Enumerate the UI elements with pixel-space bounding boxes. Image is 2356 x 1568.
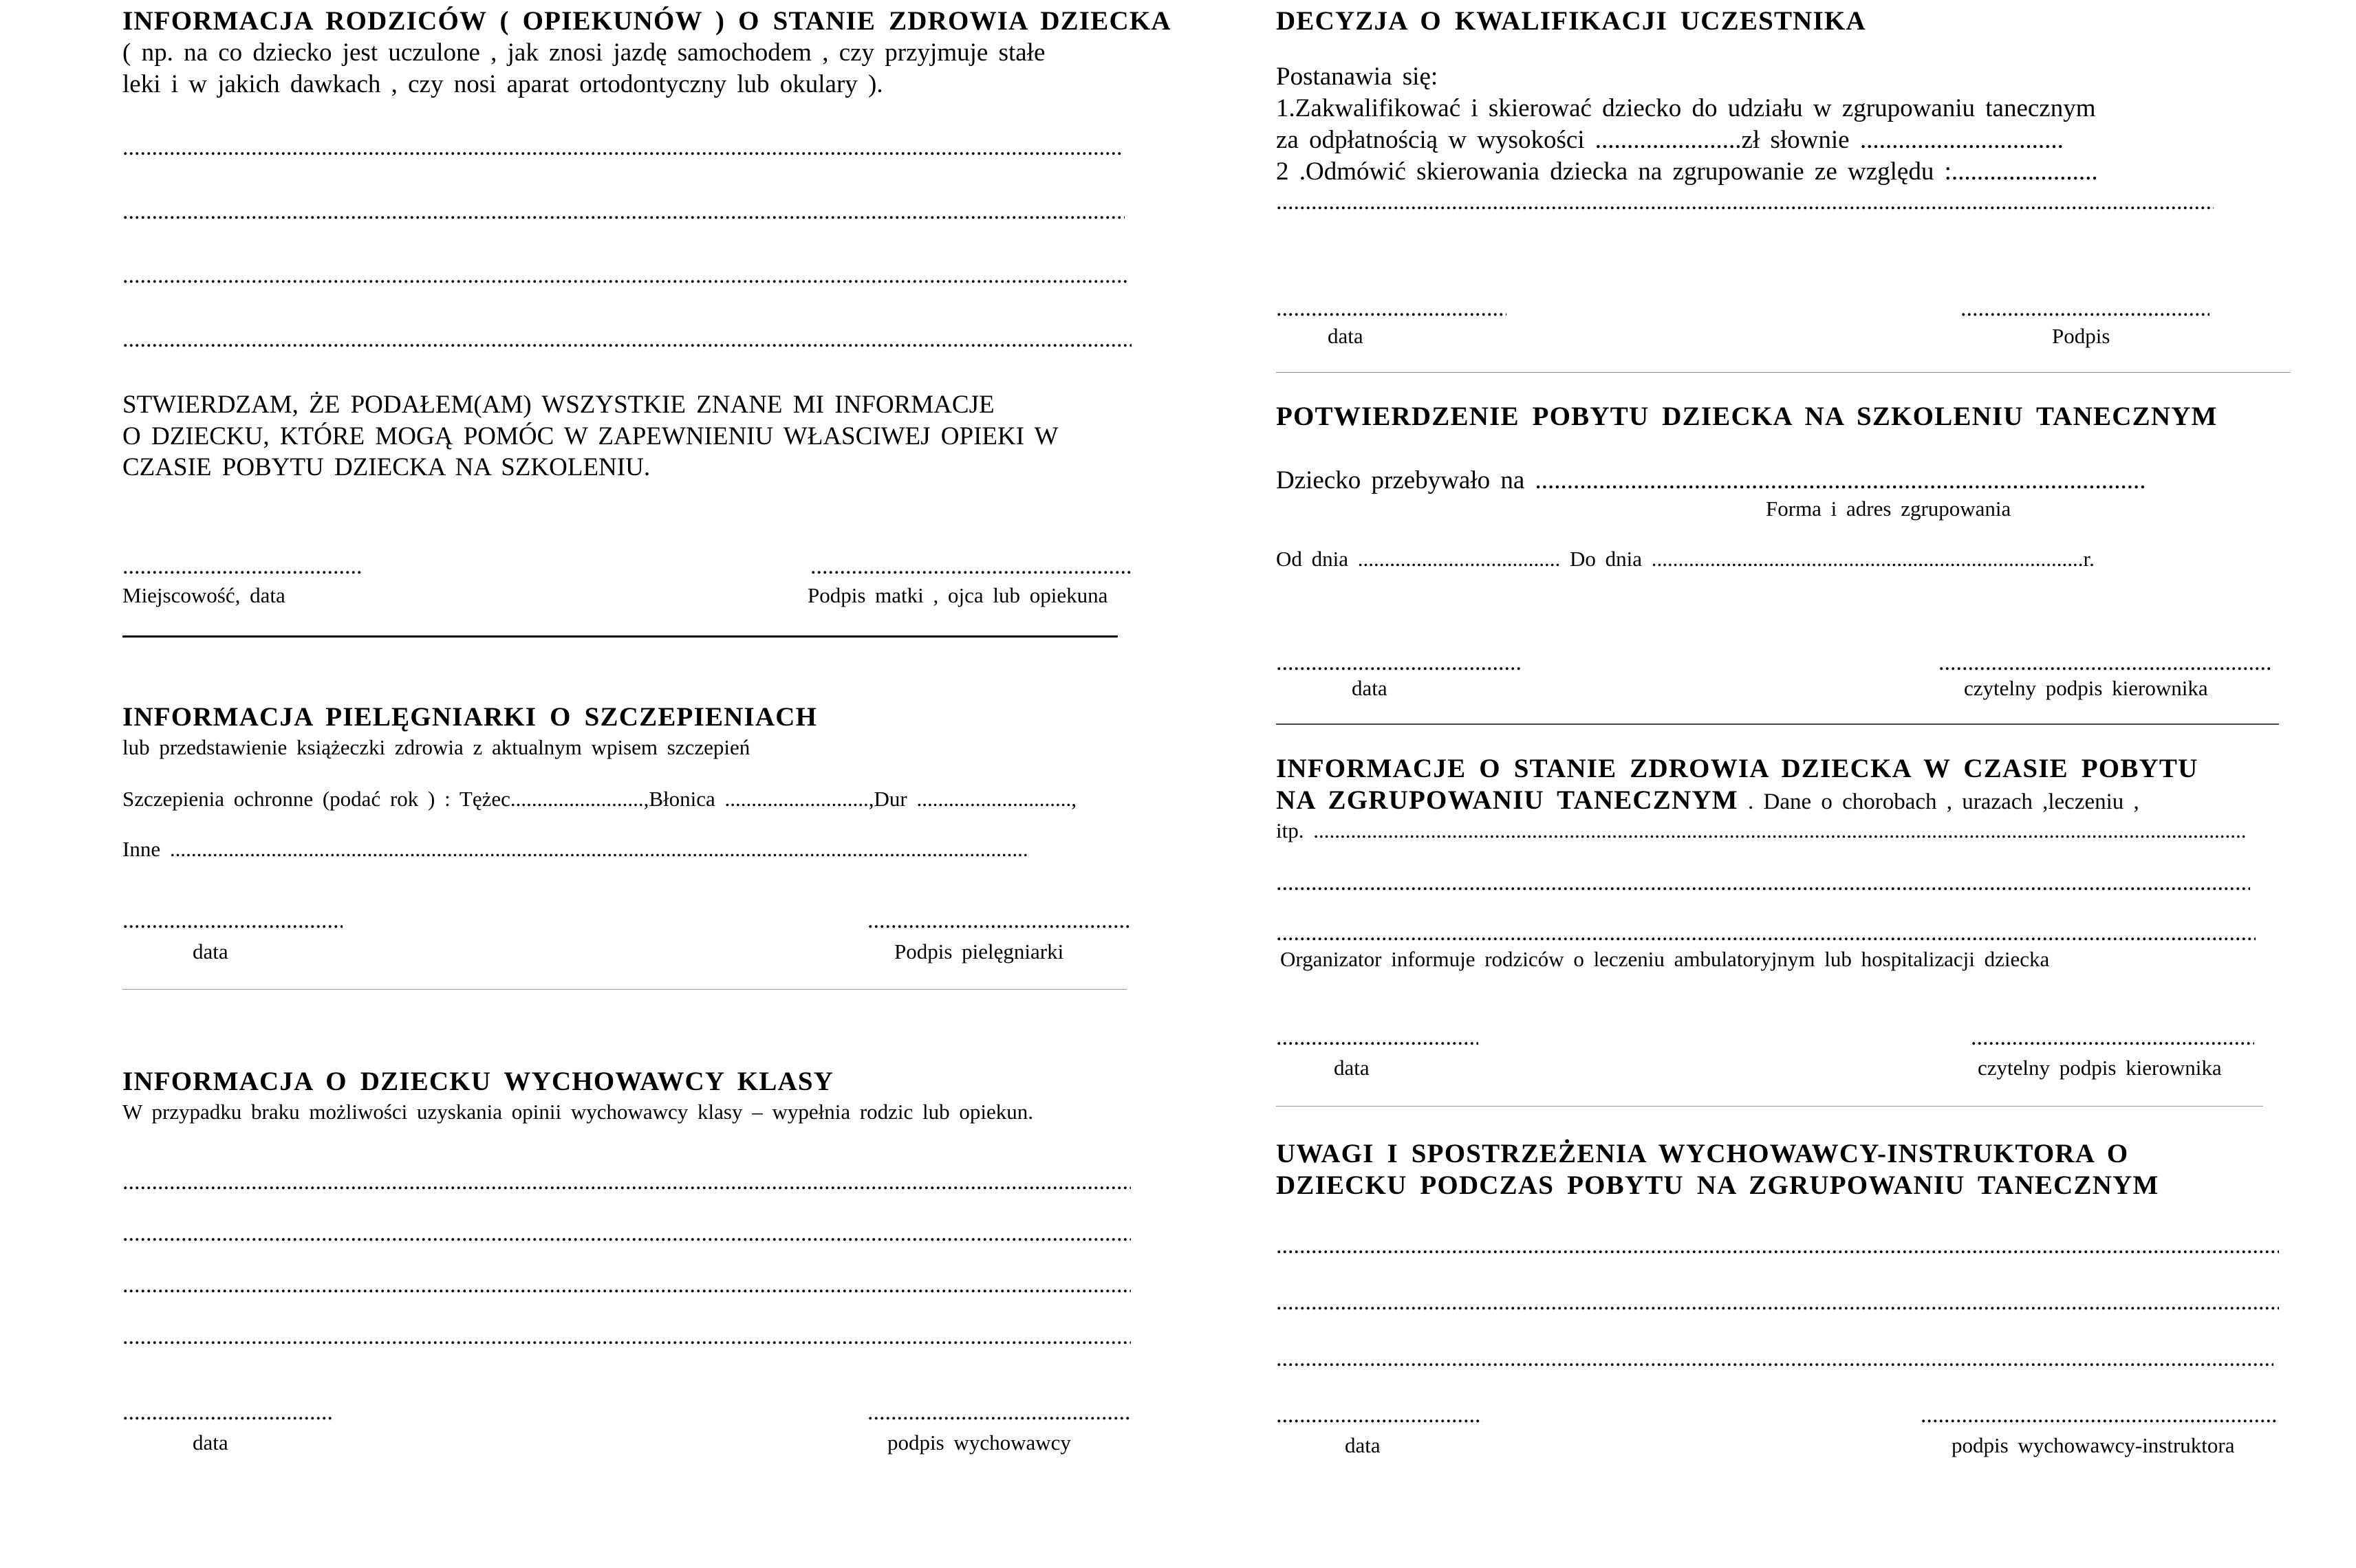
stay-form-label: Forma i adres zgrupowania (1766, 497, 2011, 521)
decision-heading: DECYZJA O KWALIFIKACJI UCZESTNIKA (1276, 6, 1866, 36)
parents-signature-field[interactable] (810, 554, 1131, 580)
decision-signature-label: Podpis (2052, 324, 2110, 348)
nurse-date-label: data (193, 939, 228, 963)
parents-health-field-3[interactable] (122, 263, 1128, 289)
section-divider (122, 635, 1118, 638)
teacher-opinion-field-2[interactable] (122, 1221, 1131, 1247)
section-divider (1276, 372, 2291, 373)
stay-date-field[interactable] (1276, 650, 1522, 676)
parents-instructions-line-2: leki i w jakich dawkach , czy nosi aparat ortodontyczny lub okulary ). (122, 70, 883, 98)
health-heading-line-1: INFORMACJE O STANIE ZDROWIA DZIECKA W CZASIE POBYTU (1276, 754, 2198, 783)
stay-signature-field[interactable] (1938, 650, 2273, 676)
teacher-subtitle: W przypadku braku możliwości uzyskania opinii wychowawcy klasy – wypełnia rodzic lub opiekun. (122, 1100, 1034, 1124)
teacher-heading: INFORMACJA O DZIECKU WYCHOWAWCY KLASY (122, 1067, 834, 1096)
parents-health-field-1[interactable] (122, 135, 1121, 161)
parents-health-field-2[interactable] (122, 199, 1125, 225)
teacher-opinion-field-1[interactable] (122, 1169, 1131, 1195)
health-date-label: data (1334, 1056, 1370, 1080)
parents-statement-line-1: STWIERDZAM, ŻE PODAŁEM(AM) WSZYSTKIE ZNANE MI INFORMACJE (122, 391, 995, 419)
teacher-signature-label: podpis wychowawcy (887, 1430, 1071, 1455)
health-date-field[interactable] (1276, 1025, 1478, 1051)
remarks-heading-line-1: UWAGI I SPOSTRZEŻENIA WYCHOWAWCY-INSTRUKTORA O (1276, 1139, 2129, 1168)
teacher-signature-field[interactable] (867, 1400, 1132, 1426)
health-signature-label: czytelny podpis kierownika (1978, 1056, 2222, 1080)
remarks-date-label: data (1345, 1433, 1381, 1457)
remarks-date-field[interactable] (1276, 1402, 1482, 1428)
remarks-signature-field[interactable] (1921, 1402, 2278, 1428)
parents-statement-line-3: CZASIE POBYTU DZIECKA NA SZKOLENIU. (122, 453, 651, 481)
stay-signature-label: czytelny podpis kierownika (1964, 676, 2208, 700)
parents-signature-label: Podpis matki , ojca lub opiekuna (808, 583, 1108, 607)
teacher-opinion-field-4[interactable] (122, 1324, 1131, 1350)
nurse-heading: INFORMACJA PIELĘGNIARKI O SZCZEPIENIACH (122, 702, 818, 732)
parents-statement-line-2: O DZIECKU, KTÓRE MOGĄ POMÓC W ZAPEWNIENIU WŁASCIWEJ OPIEKI W (122, 422, 1059, 450)
teacher-date-field[interactable] (122, 1400, 332, 1426)
remarks-field-2[interactable] (1276, 1289, 2279, 1316)
decision-date-field[interactable] (1276, 296, 1506, 322)
teacher-date-label: data (193, 1430, 228, 1455)
health-signature-field[interactable] (1971, 1025, 2254, 1051)
decision-option-2[interactable]: 2 .Odmówić skierowania dziecka na zgrupowanie ze względu :....................... (1276, 157, 2098, 186)
nurse-signature-label: Podpis pielęgniarki (894, 939, 1064, 963)
teacher-opinion-field-3[interactable] (122, 1272, 1131, 1298)
decision-reason-field[interactable] (1276, 189, 2214, 215)
stay-dates-line[interactable]: Od dnia ...................................... Do dnia .................................................................................r. (1276, 547, 2095, 571)
decision-option-1a[interactable]: 1.Zakwalifikować i skierować dziecko do udziału w zgrupowaniu tanecznym (1276, 94, 2096, 122)
remarks-field-3[interactable] (1276, 1346, 2273, 1372)
remarks-signature-label: podpis wychowawcy-instruktora (1952, 1433, 2235, 1457)
nurse-vaccinations-line[interactable]: Szczepienia ochronne (podać rok ) : Tężec.........................,Błonica ...........................,Dur ............................., (122, 787, 1077, 811)
health-heading-rest: . Dane o chorobach , urazach ,leczeniu , (1738, 790, 2139, 814)
remarks-field-1[interactable] (1276, 1233, 2279, 1259)
stay-date-label: data (1352, 676, 1387, 700)
nurse-other-vaccinations-line[interactable]: Inne ................................................................................................................................................................. (122, 837, 1028, 861)
nurse-signature-field[interactable] (867, 908, 1132, 934)
decision-option-1b[interactable]: za odpłatnością w wysokości .......................zł słownie ................................ (1276, 126, 2064, 154)
section-divider (122, 989, 1127, 990)
parents-heading: INFORMACJA RODZICÓW ( OPIEKUNÓW ) O STANIE ZDROWIA DZIECKA (122, 6, 1171, 36)
decision-date-label: data (1328, 324, 1363, 348)
remarks-heading-line-2: DZIECKU PODCZAS POBYTU NA ZGRUPOWANIU TANECZNYM (1276, 1170, 2159, 1200)
parents-place-date-field[interactable] (122, 554, 362, 580)
parents-instructions-line-1: ( np. na co dziecko jest uczulone , jak znosi jazdę samochodem , czy przyjmuje stałe (122, 39, 1046, 67)
stay-heading: POTWIERDZENIE POBYTU DZIECKA NA SZKOLENIU TANECZNYM (1276, 402, 2218, 431)
health-itp-line[interactable]: itp. ............................................................................................................................................................................... (1276, 818, 2247, 842)
section-divider (1276, 723, 2279, 725)
parents-place-date-label: Miejscowość, data (122, 583, 285, 607)
health-heading-line-2 (1276, 785, 2139, 816)
decision-signature-field[interactable] (1960, 296, 2209, 322)
nurse-date-field[interactable] (122, 908, 343, 934)
stay-location-line[interactable]: Dziecko przebywało na ................................................................................................ (1276, 466, 2146, 494)
decision-intro: Postanawia się: (1276, 63, 1438, 91)
health-details-field-1[interactable] (1276, 870, 2250, 896)
nurse-subtitle: lub przedstawienie książeczki zdrowia z aktualnym wpisem szczepień (122, 735, 750, 759)
health-organizer-note: Organizator informuje rodziców o leczeniu ambulatoryjnym lub hospitalizacji dziecka (1280, 947, 2050, 971)
health-details-field-2[interactable] (1276, 920, 2256, 946)
health-heading-bold: NA ZGRUPOWANIU TANECZNYM (1276, 785, 1738, 815)
section-divider (1276, 1106, 2263, 1107)
parents-health-field-4[interactable] (122, 327, 1132, 353)
